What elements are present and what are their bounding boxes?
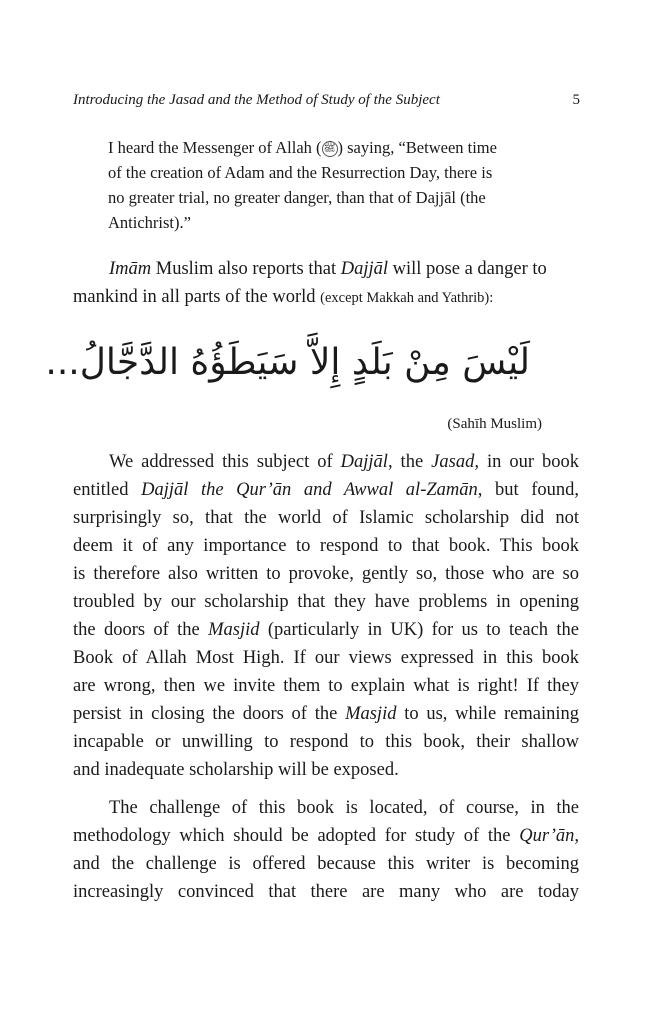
para1-line-2 (73, 283, 579, 312)
arabic-hadith: لَيْسَ مِنْ بَلَدٍ إِلاَّ سَيَطَؤُهُ الدَّجَّالُ... (45, 342, 530, 383)
para2-line-1 (73, 448, 579, 476)
para3-line-4: increasingly convinced that there are many who are today (73, 882, 579, 902)
running-head (73, 89, 580, 111)
term: Qur’ān, (519, 826, 579, 846)
quote-line-4: Antichrist).” (108, 213, 191, 232)
quote-line-3: no greater trial, no greater danger, than that of Dajjāl (the (108, 188, 486, 207)
para3-line-3: and the challenge is offered because this writer is becoming (73, 854, 579, 874)
paragraph-1 (73, 255, 579, 312)
text: will pose a danger to (388, 259, 547, 279)
book-title: Dajjāl the Qur’ān and Awwal al-Zamān (141, 480, 478, 500)
para2-line-9: are wrong, then we invite them to explain what is right! If they (73, 676, 579, 696)
text: in our book (478, 452, 579, 472)
text: persist in closing the doors of the (73, 704, 346, 724)
citation: (Sahīh Muslim) (447, 416, 542, 432)
text: the doors of the (73, 620, 209, 640)
para2-line-7 (73, 616, 579, 644)
text: methodology which should be adopted for study of the (73, 826, 520, 846)
term-dajjal: Dajjāl (340, 259, 389, 279)
text: mankind in all parts of the world (73, 287, 321, 307)
honorific-icon: ﷺ (322, 141, 338, 157)
para2-line-10 (73, 700, 579, 728)
quote-line-1 (108, 135, 548, 160)
para2-line-12: and inadequate scholarship will be exposed. (73, 760, 399, 780)
quote-text: ) saying, “Between time (337, 138, 497, 157)
para3-line-2 (73, 822, 579, 850)
running-head-title: Introducing the Jasad and the Method of Study of the Subject (73, 92, 440, 108)
text: (particularly in UK) for us to teach the (259, 620, 579, 640)
page-number: 5 (572, 92, 580, 108)
text: entitled (73, 480, 142, 500)
term: Jasad, (431, 452, 479, 472)
para2-line-2 (73, 476, 579, 504)
quote-text: I heard the Messenger of Allah ( (108, 138, 322, 157)
parenthetical: (except Makkah and Yathrib): (320, 290, 494, 306)
para2-line-5: is therefore also written to provoke, gently so, those who are so (73, 564, 579, 584)
hadith-quote (108, 135, 548, 235)
text: Muslim also reports that (151, 259, 341, 279)
text: , but found, (477, 480, 579, 500)
term: Masjid (345, 704, 397, 724)
para1-line-1 (73, 255, 579, 283)
text: to us, while remaining (396, 704, 579, 724)
para2-line-4: deem it of any importance to respond to that book. This book (73, 536, 579, 556)
term-imam: Imām (109, 259, 152, 279)
term: Masjid (208, 620, 260, 640)
quote-line-2: of the creation of Adam and the Resurrection Day, there is (108, 163, 493, 182)
para3-line-1: The challenge of this book is located, of course, in the (109, 798, 579, 818)
term: Dajjāl (340, 452, 388, 472)
text: , the (387, 452, 432, 472)
paragraph-3 (73, 794, 579, 906)
paragraph-2 (73, 448, 579, 784)
para2-line-3: surprisingly so, that the world of Islamic scholarship did not (73, 508, 579, 528)
text: We addressed this subject of (109, 452, 341, 472)
para2-line-6: troubled by our scholarship that they have problems in opening (73, 592, 579, 612)
para2-line-8: Book of Allah Most High. If our views expressed in this book (73, 648, 579, 668)
para2-line-11: incapable or unwilling to respond to this book, their shallow (73, 732, 579, 752)
